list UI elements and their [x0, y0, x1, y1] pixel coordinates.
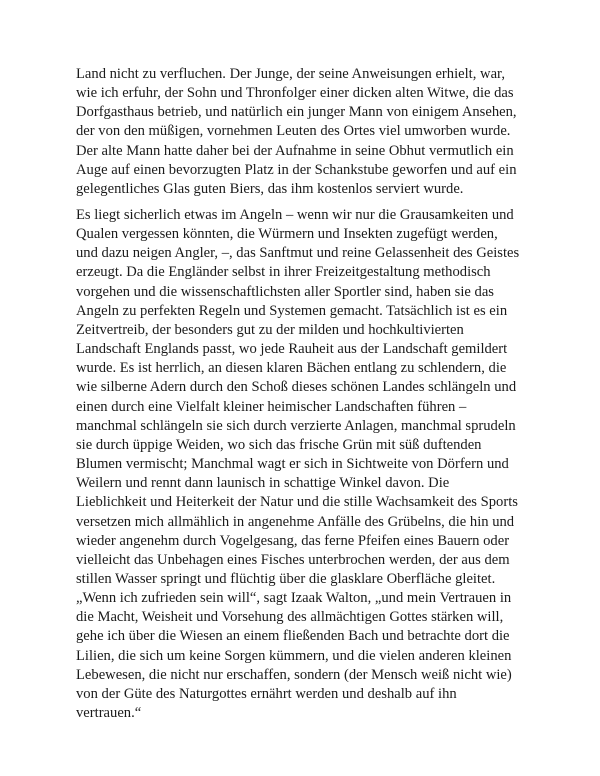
text-line: Land nicht zu verfluchen. Der Junge, der seine Anweisungen erhielt, war, — [76, 66, 505, 82]
text-line: Der alte Mann hatte daher bei der Aufnahme in seine Obhut vermutlich ein — [76, 142, 514, 159]
text-line: versetzen mich allmählich in angenehme Anfälle des Grübelns, die hin und — [76, 513, 515, 530]
text-line: wieder angenehm durch Vogelgesang, das ferne Pfeifen eines Bauern oder — [76, 532, 510, 549]
text-line: Lilien, die sich um keine Sorgen kümmern, und die vielen anderen kleinen — [76, 647, 512, 664]
text-line: der von den müßigen, vornehmen Leuten des Ortes viel umworben wurde. — [76, 123, 511, 140]
text-line: vielleicht das Unbehagen eines Fisches unterbrochen werden, der aus dem — [76, 551, 510, 568]
paragraph-1 — [76, 65, 528, 199]
text-line: „Wenn ich zufrieden sein will“, sagt Izaak Walton, „und mein Vertrauen in — [76, 590, 512, 607]
text-line: Blumen vermischt; Manchmal wagt er sich in Sichtweite von Dörfern und — [76, 456, 509, 473]
text-line: vorgehen und die wissenschaftlichsten aller Sportler sind, haben sie das — [76, 283, 494, 300]
text-line: Zeitvertreib, der besonders gut zu der milden und hochkultivierten — [76, 321, 464, 338]
text-line: erzeugt. Da die Engländer selbst in ihrer Freizeitgestaltung methodisch — [76, 264, 491, 281]
text-line: stillen Wasser springt und flüchtig über die glasklare Oberfläche gleitet. — [76, 570, 496, 587]
text-line: gehe ich über die Wiesen an einem fließenden Bach und betrachte dort die — [76, 628, 510, 645]
text-line: Dorfgasthaus betrieb, und natürlich ein junger Mann von einigem Ansehen, — [76, 104, 517, 121]
text-line: Qualen vergessen könnten, die Würmern und Insekten zugefügt werden, — [76, 226, 498, 243]
text-line: wurde. Es ist herrlich, an diesen klaren Bächen entlang zu schlendern, die — [76, 360, 507, 377]
text-line: sie durch üppige Weiden, wo sich das frische Grün mit süß duftenden — [76, 436, 482, 453]
text-line: Lieblichkeit und Heiterkeit der Natur und die stille Wachsamkeit des Sports — [76, 494, 518, 511]
text-line: Angeln zu perfekten Regeln und Systemen gemacht. Tatsächlich ist es ein — [76, 302, 508, 319]
paragraph-2 — [76, 206, 528, 723]
text-line: wie ich erfuhr, der Sohn und Thronfolger einer dicken alten Witwe, die das — [76, 85, 514, 102]
text-line: vertrauen.“ — [76, 705, 142, 722]
text-line: einen durch eine Vielfalt kleiner heimischer Landschaften führen – — [76, 398, 467, 415]
text-line: Auge auf einen bevorzugten Platz in der Schankstube geworfen und auf ein — [76, 161, 517, 178]
text-line: Es liegt sicherlich etwas im Angeln – wenn wir nur die Grausamkeiten und — [76, 207, 514, 223]
text-line: Weilern und rennt dann launisch in schattige Winkel davon. Die — [76, 475, 450, 492]
text-line: die Macht, Weisheit und Vorsehung des allmächtigen Gottes stärken will, — [76, 609, 504, 626]
text-line: manchmal schlängeln sie sich durch verzierte Anlagen, manchmal sprudeln — [76, 417, 516, 434]
text-line: wie silberne Adern durch den Schoß dieses schönen Landes schlängeln und — [76, 379, 517, 396]
text-line: von der Güte des Naturgottes ernährt werden und deshalb auf ihn — [76, 685, 457, 702]
text-line: gelegentliches Glas guten Biers, das ihm kostenlos serviert wurde. — [76, 180, 464, 197]
text-line: und dazu neigen Angler, –, das Sanftmut und reine Gelassenheit des Geistes — [76, 245, 520, 262]
text-line: Lebewesen, die nicht nur erschaffen, sondern (der Mensch weiß nicht wie) — [76, 666, 512, 683]
text-line: Landschaft Englands passt, wo jede Rauheit aus der Landschaft gemildert — [76, 341, 508, 358]
